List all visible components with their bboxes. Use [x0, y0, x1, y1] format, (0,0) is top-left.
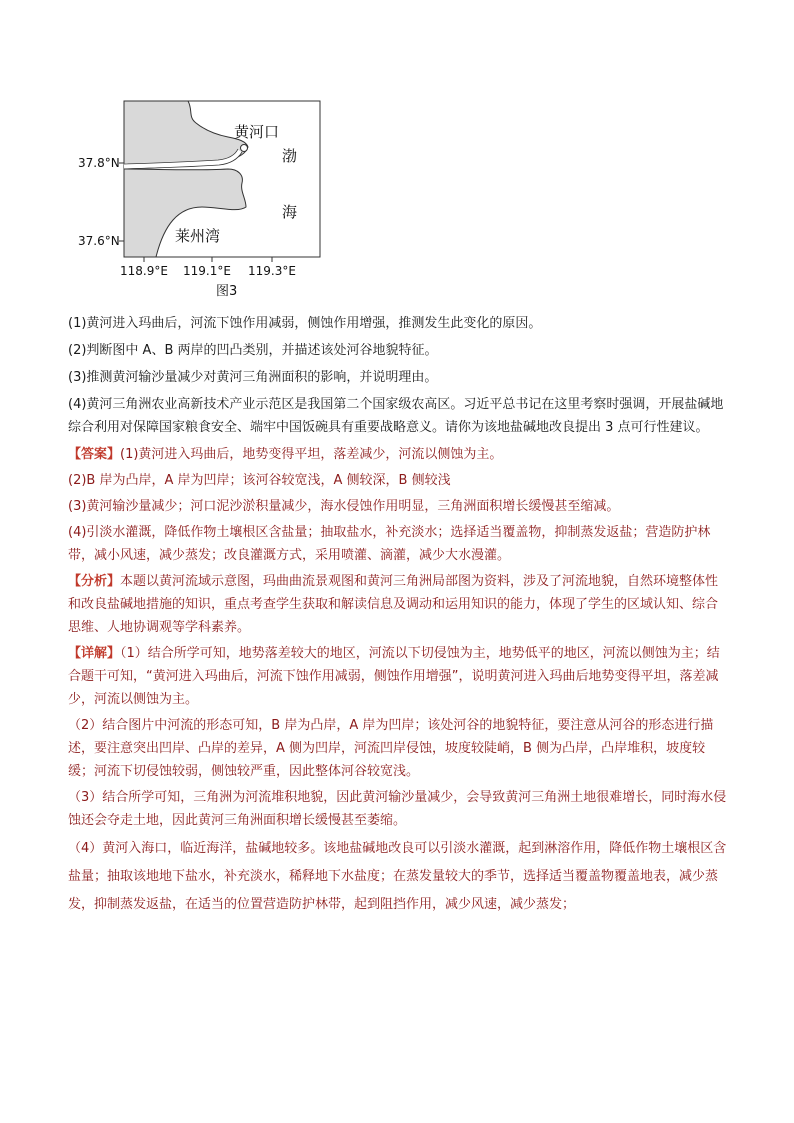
answer-item-3: (3)黄河输沙量减少；河口泥沙淤积量减少，海水侵蚀作用明显，三角洲面积增长缓慢甚至缩减。	[68, 499, 620, 514]
question-4: (4)黄河三角洲农业高新技术产业示范区是我国第二个国家级农高区。习近平总书记在这里考察时强调，开展盐碱地综合利用对保障国家粮食安全、端牢中国饭碗具有重要战略意义。请你为该地盐碱地改良提出 3 点可行性建议。	[68, 397, 724, 435]
detail-item-4: （4）黄河入海口，临近海洋，盐碱地较多。该地盐碱地改良可以引淡水灌溉，起到淋溶作用，降低作物土壤根区含盐量；抽取该地地下盐水，补充淡水，稀释地下水盐度；在蒸发量较大的季节，选择适当覆盖物覆盖地表，减少蒸发，抑制蒸发返盐，在适当的位置营造防护林带，起到阻挡作用，减少风速，减少蒸发；	[68, 841, 727, 912]
detail-tag: 【详解】	[68, 646, 121, 661]
lon-label-119-1: 119.1°E	[183, 264, 231, 278]
question-2: (2)判断图中 A、B 两岸的凹凸类别，并描述该处河谷地貌特征。	[68, 343, 438, 358]
detail-item-3: （3）结合所学可知，三角洲为河流堆积地貌，因此黄河输沙量减少，会导致黄河三角洲土地很难增长，同时海水侵蚀还会夺走土地，因此黄河三角洲面积增长缓慢甚至萎缩。	[68, 790, 727, 828]
analysis-text: 本题以黄河流域示意图，玛曲曲流景观图和黄河三角洲局部图为资料，涉及了河流地貌，自然环境整体性和改良盐碱地措施的知识，重点考查学生获取和解读信息及调动和运用知识的能力，体现了学生的区域认知、综合思维、人地协调观等学科素养。	[68, 574, 719, 635]
figure-caption: 图3	[216, 284, 238, 299]
sea-label-bottom: 海	[282, 203, 298, 221]
detail-item-2: （2）结合图片中河流的形态可知，B 岸为凸岸，A 岸为凹岸；该处河谷的地貌特征，要注意从河谷的形态进行描述，要注意突出凹岸、凸岸的差异，A 侧为凹岸，河流凹岸侵蚀，坡度较陡峭，B 侧为凸岸，凸岸堆积，坡度较缓；河流下切侵蚀较弱，侧蚀较严重，因此整体河谷较宽浅。	[68, 718, 714, 779]
sea-label-top: 渤	[282, 147, 298, 165]
lon-label-118-9: 118.9°E	[120, 264, 168, 278]
figure-3-map	[78, 95, 328, 305]
analysis-paragraph	[68, 570, 730, 639]
question-1: (1)黄河进入玛曲后，河流下蚀作用减弱，侧蚀作用增强，推测发生此变化的原因。	[68, 316, 542, 331]
lat-label-37-6: 37.6°N	[78, 234, 120, 248]
answer-item-1: (1)黄河进入玛曲后，地势变得平坦，落差减少，河流以侧蚀为主。	[120, 447, 503, 462]
river-mouth-label: 黄河口	[234, 123, 280, 141]
document-body	[68, 312, 730, 922]
yellow-river-delta-map	[78, 95, 328, 305]
lon-label-119-3: 119.3°E	[248, 264, 296, 278]
bay-label: 莱州湾	[175, 227, 221, 245]
detail-item-1: （1）结合所学可知，地势落差较大的地区，河流以下切侵蚀为主，地势低平的地区，河流以侧蚀为主；结合题干可知，“黄河进入玛曲后，河流下蚀作用减弱，侧蚀作用增强”，说明黄河进入玛曲后地势变得平坦，落差减少，河流以侧蚀为主。	[68, 646, 720, 707]
question-3: (3)推测黄河输沙量减少对黄河三角洲面积的影响，并说明理由。	[68, 370, 438, 385]
answer-1-line	[68, 443, 730, 466]
answer-item-2: (2)B 岸为凸岸，A 岸为凹岸；该河谷较宽浅，A 侧较深，B 侧较浅	[68, 473, 451, 488]
detail-paragraph-1	[68, 642, 730, 711]
lat-label-37-8: 37.8°N	[78, 156, 120, 170]
river-mouth-marker	[241, 145, 248, 152]
answer-tag: 【答案】	[68, 447, 121, 462]
analysis-tag: 【分析】	[68, 574, 121, 589]
answer-item-4: (4)引淡水灌溉，降低作物土壤根区含盐量；抽取盐水，补充淡水；选择适当覆盖物，抑制蒸发返盐；营造防护林带，减小风速，减少蒸发；改良灌溉方式，采用喷灌、滴灌，减少大水漫灌。	[68, 525, 711, 563]
